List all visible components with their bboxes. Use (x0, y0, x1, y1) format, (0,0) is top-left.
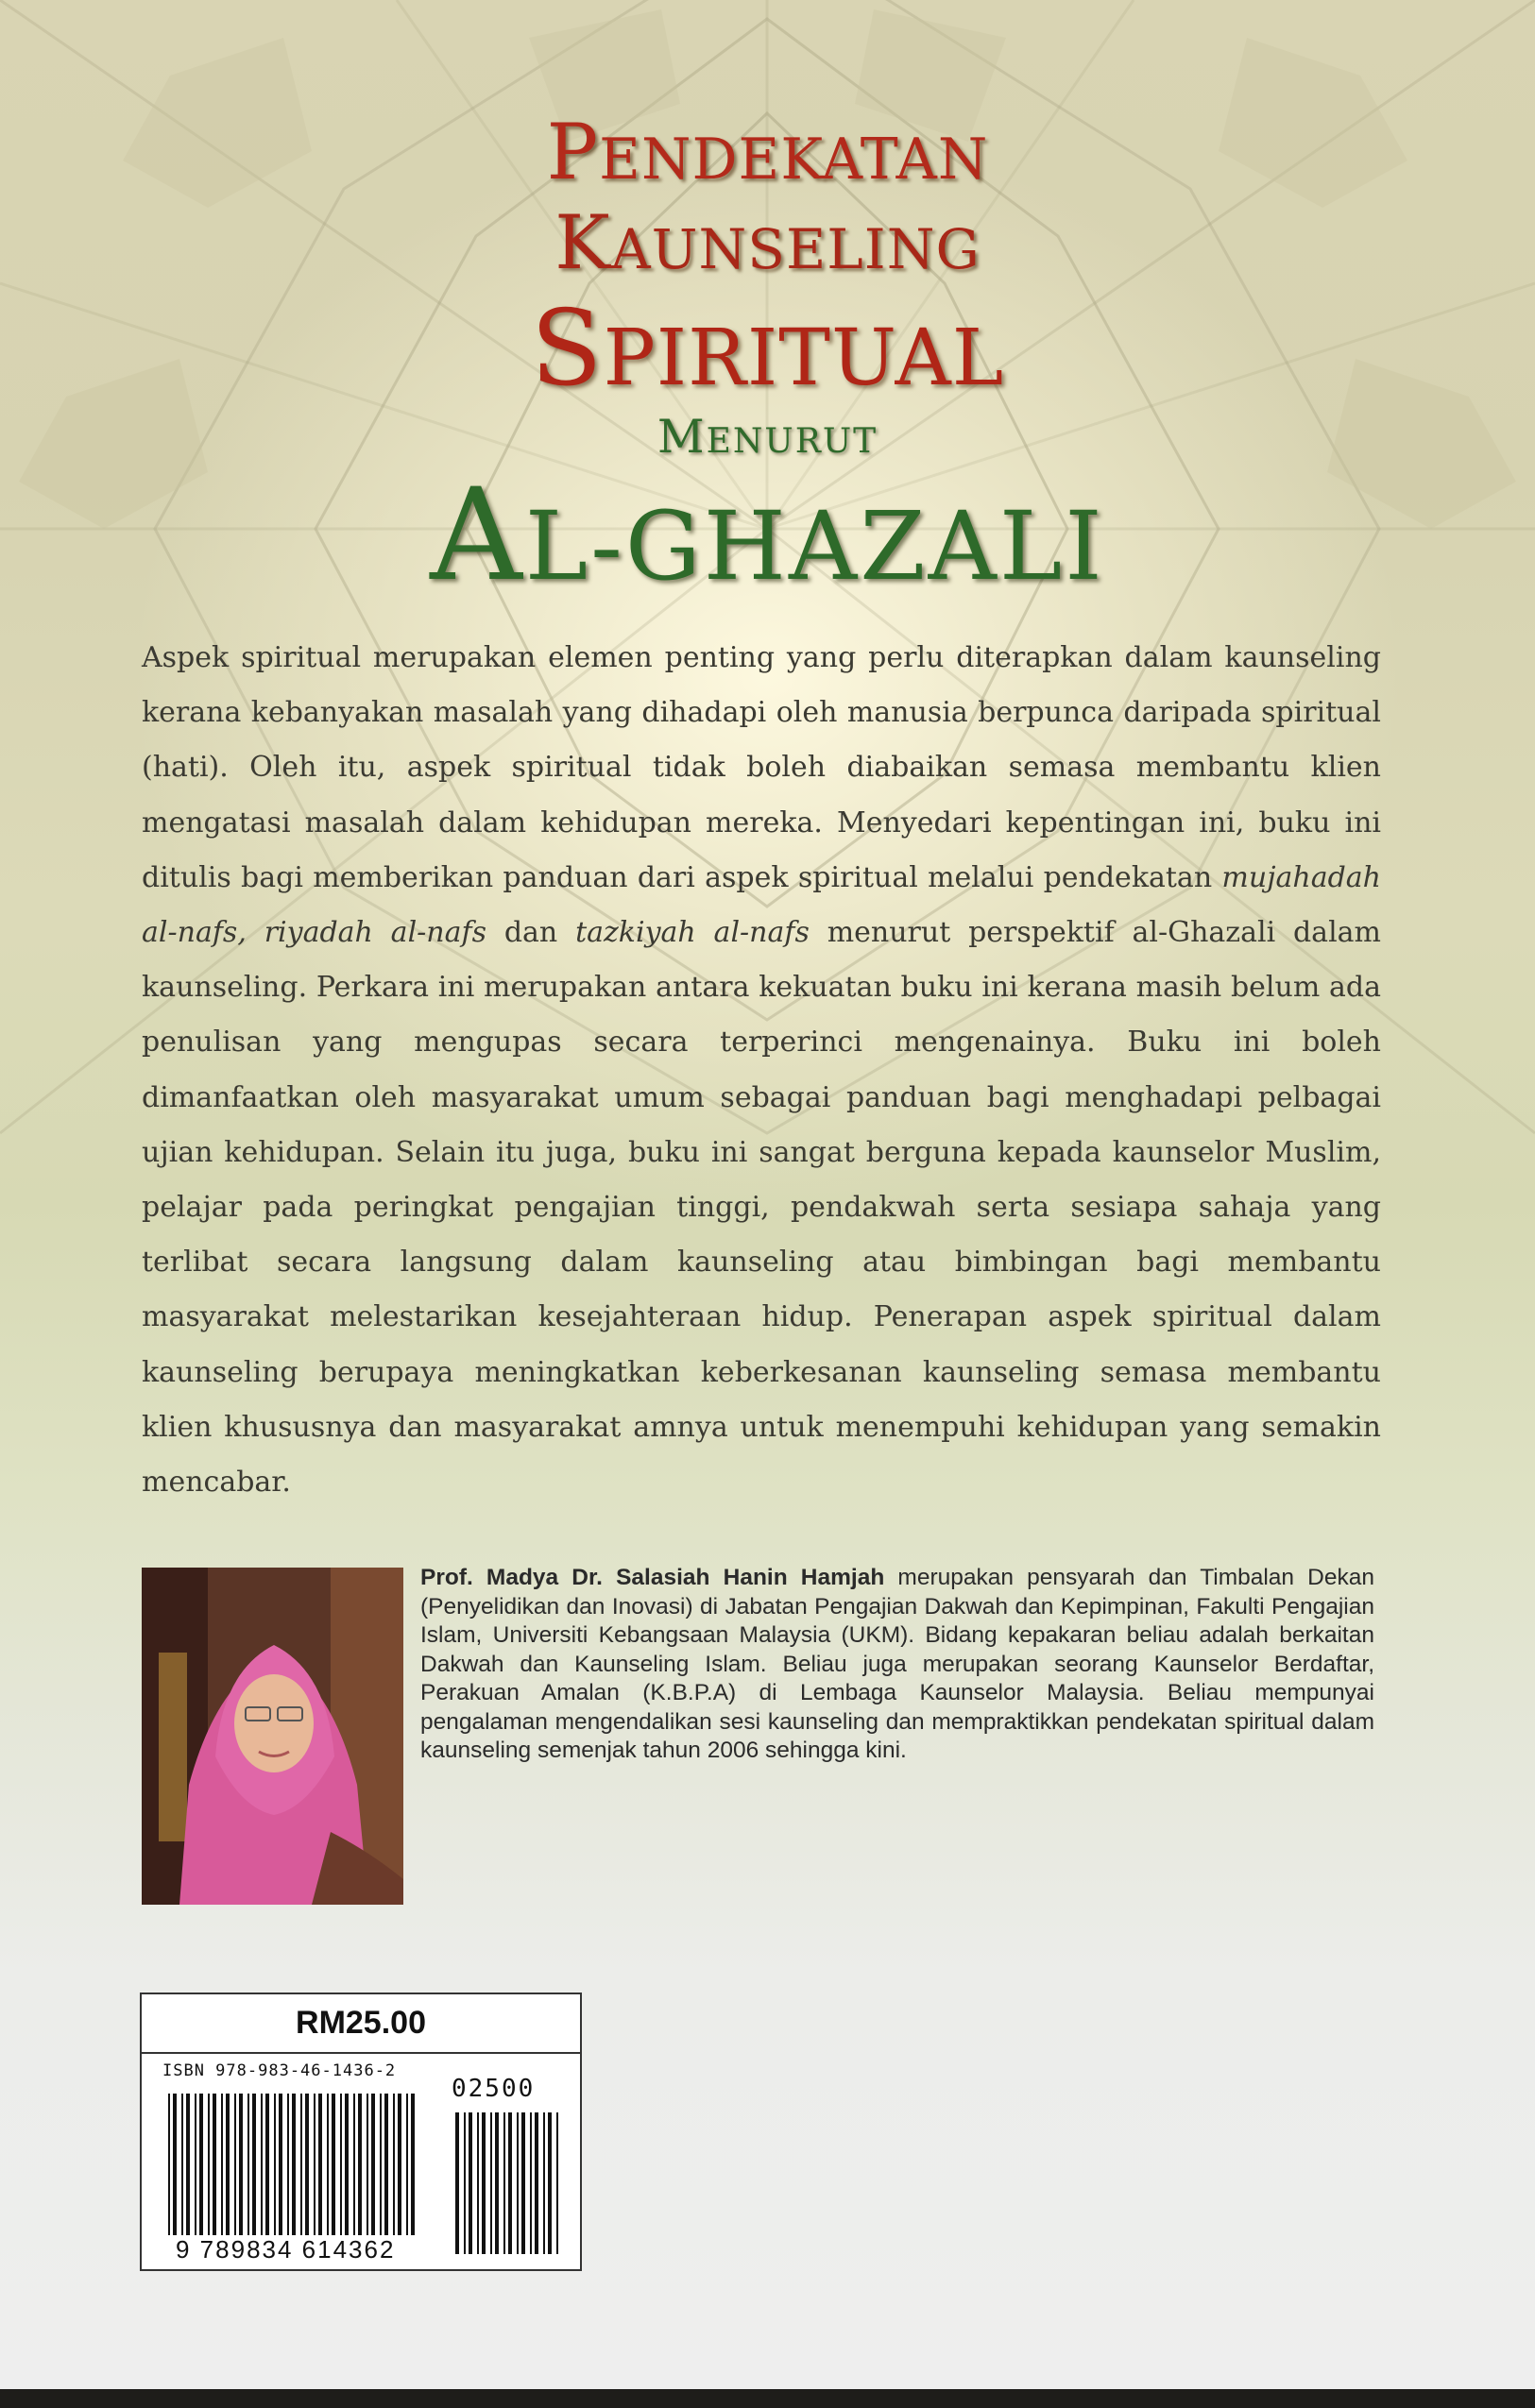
barcode-bar (195, 2094, 196, 2235)
barcode-bar (318, 2094, 322, 2235)
barcode-bar (455, 2112, 459, 2254)
barcode-bar (358, 2094, 362, 2235)
barcode-bar (371, 2094, 375, 2235)
barcode-bar (503, 2112, 505, 2254)
author-portrait-illustration (142, 1568, 403, 1905)
barcode-bar (221, 2094, 223, 2235)
ean-barcode-bars (168, 2094, 423, 2235)
isbn-barcode (140, 2052, 582, 2271)
barcode-bar (300, 2094, 302, 2235)
barcode-bar (213, 2094, 216, 2235)
barcode-bar (292, 2094, 296, 2235)
barcode-bar (239, 2094, 243, 2235)
barcode-bar (380, 2094, 382, 2235)
barcode-bar (464, 2112, 466, 2254)
barcode-bar (199, 2094, 203, 2235)
barcode-bar (521, 2112, 525, 2254)
barcode-bar (495, 2112, 499, 2254)
term-mujahadah: mujahadah al-nafs, (142, 860, 1381, 950)
title-line-spiritual: SPIRITUAL (530, 288, 1005, 410)
barcode-bar (482, 2112, 486, 2254)
title-line-pendekatan: PENDEKATAN (546, 109, 989, 197)
title-line-kaunseling: KAUNSELING (554, 200, 981, 286)
term-tazkiyah: tazkiyah al-nafs (575, 916, 810, 950)
addon-barcode-bars (455, 2112, 561, 2254)
barcode-bar (173, 2094, 177, 2235)
barcode-bar (265, 2094, 269, 2235)
barcode-bar (279, 2094, 282, 2235)
barcode-bar (384, 2094, 388, 2235)
price-box (140, 1993, 582, 2054)
barcode-bar (234, 2094, 236, 2235)
title-line-al-ghazali: AL-GHAZALI (430, 461, 1105, 609)
barcode-bar (490, 2112, 492, 2254)
barcode-bar (208, 2094, 210, 2235)
barcode-bar (398, 2094, 401, 2235)
barcode-bar (168, 2094, 170, 2235)
scan-edge (0, 2389, 1535, 2408)
barcode-bar (469, 2112, 472, 2254)
barcode-bar (543, 2112, 545, 2254)
barcode-bar (535, 2112, 538, 2254)
barcode-bar (305, 2094, 309, 2235)
author-photo (142, 1568, 403, 1905)
price-label: RM25.00 (296, 2005, 426, 2041)
barcode-bar (556, 2112, 558, 2254)
barcode-bar (252, 2094, 256, 2235)
barcode-bar (406, 2094, 408, 2235)
barcode-bar (508, 2112, 512, 2254)
barcode-bar (226, 2094, 230, 2235)
barcode-bar (314, 2094, 316, 2235)
ean-digits: 9 789834 614362 (176, 2235, 396, 2264)
barcode-bar (247, 2094, 249, 2235)
author-name: Prof. Madya Dr. Salasiah Hanin Hamjah (420, 1565, 885, 1590)
barcode-bar (517, 2112, 519, 2254)
isbn-label: ISBN 978-983-46-1436-2 (162, 2061, 397, 2080)
author-biography: Prof. Madya Dr. Salasiah Hanin Hamjah merupakan pensyarah dan Timbalan Dekan (Penyelidikan dan Inovasi) di Jabatan Pengajian Dakwah dan Kepimpinan, Fakulti Pengajian Islam, Universiti Kebangsaan Malaysia (UKM). Bidang kepakaran beliau adalah berkaitan Dakwah dan Kaunseling Islam. Beliau juga merupakan seorang Kaunselor Berdaftar, Perakuan Amalan (K.B.P.A) di Lembaga Kaunselor Malaysia. Beliau mempunyai pengalaman mengendalikan sesi kaunseling dan mempraktikkan pendekatan spiritual dalam kaunseling semenjak tahun 2006 sehingga kini. (420, 1565, 1374, 1763)
title-line-menurut: MENURUT (657, 411, 878, 464)
barcode-bar (261, 2094, 263, 2235)
barcode-bar (186, 2094, 190, 2235)
barcode-bar (393, 2094, 395, 2235)
barcode-bar (548, 2112, 552, 2254)
barcode-bar (345, 2094, 349, 2235)
barcode-bar (353, 2094, 355, 2235)
barcode-bar (287, 2094, 289, 2235)
barcode-bar (367, 2094, 368, 2235)
barcode-bar (332, 2094, 335, 2235)
barcode-bar (411, 2094, 415, 2235)
barcode-addon-number: 02500 (452, 2075, 536, 2103)
barcode-bar (327, 2094, 329, 2235)
term-riyadah: riyadah al-nafs (264, 916, 487, 950)
book-description: Aspek spiritual merupakan elemen penting yang perlu diterapkan dalam kaunseling kerana kebanyakan masalah yang dihadapi oleh manusia berpunca daripada spiritual (hati). Oleh itu, aspek spiritual tidak boleh diabaikan semasa membantu klien mengatasi masalah dalam kehidupan mereka. Menyedari kepentingan ini, buku ini ditulis bagi memberikan panduan dari aspek spiritual melalui pendekatan mujahadah al-nafs, riyadah al-nafs dan tazkiyah al-nafs menurut perspektif al-Ghazali dalam kaunseling. Perkara ini merupakan antara kekuatan buku ini kerana masih belum ada penulisan yang mengupas secara terperinci mengenainya. Buku ini boleh dimanfaatkan oleh masyarakat umum sebagai panduan bagi menghadapi pelbagai ujian kehidupan. Selain itu juga, buku ini sangat berguna kepada kaunselor Muslim, pelajar pada peringkat pengajian tinggi, pendakwah serta sesiapa sahaja yang terlibat secara langsung dalam kaunseling atau bimbingan bagi membantu masyarakat melestarikan kesejahteraan hidup. Penerapan aspek spiritual dalam kaunseling berupaya meningkatkan keberkesanan kaunseling semasa membantu klien khususnya dan masyarakat amnya untuk menempuhi kehidupan yang semakin mencabar. (142, 641, 1381, 1500)
barcode-bar (181, 2094, 183, 2235)
barcode-bar (274, 2094, 276, 2235)
barcode-bar (530, 2112, 532, 2254)
barcode-bar (340, 2094, 342, 2235)
barcode-bar (477, 2112, 479, 2254)
